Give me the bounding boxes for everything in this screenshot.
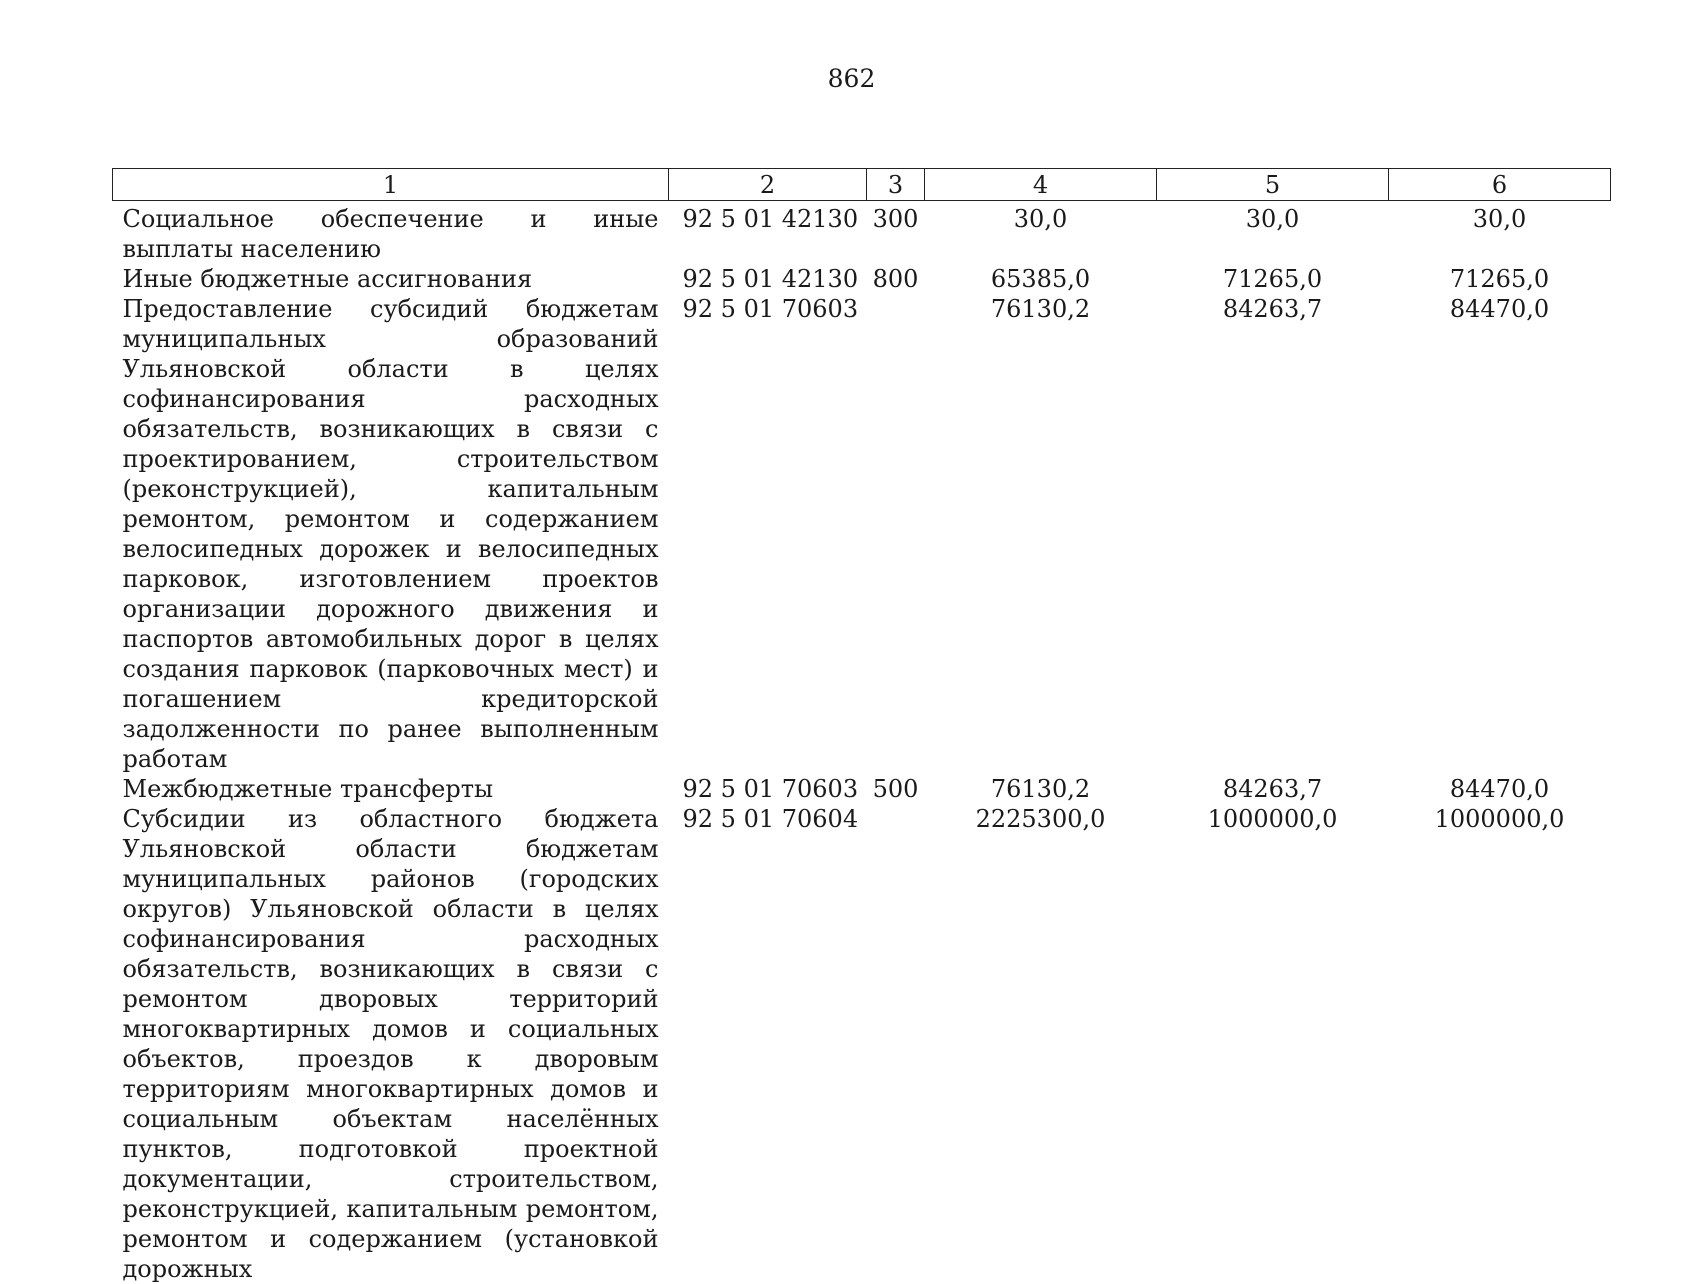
row-code: 92 5 01 42130 xyxy=(682,265,859,293)
table-row xyxy=(113,774,1611,804)
row-value-2: 30,0 xyxy=(1245,205,1300,233)
row-value-1: 65385,0 xyxy=(990,265,1091,293)
column-header-5: 5 xyxy=(1157,169,1389,201)
column-header-2: 2 xyxy=(669,169,867,201)
page-number: 862 xyxy=(827,64,876,93)
row-vr: 800 xyxy=(872,265,919,293)
row-value-2: 84263,7 xyxy=(1222,775,1323,803)
column-header-1: 1 xyxy=(113,169,669,201)
row-value-1: 76130,2 xyxy=(990,295,1091,323)
row-value-3: 84470,0 xyxy=(1449,775,1550,803)
row-vr: 500 xyxy=(872,775,919,803)
row-description: Иные бюджетные ассигнования xyxy=(122,265,533,293)
row-description: Субсидии из областного бюджета Ульяновской области бюджетам муниципальных районов (городских округов) Ульяновской области в целях софинансирования расходных обязательств, возникающих в связи с ремонтом дворовых территорий многоквартирных домов и социальных объектов, проездов к дворовым территориям многоквартирных домов и социальным объектам населённых пунктов, подготовкой проектной документации, строительством, реконструкцией, капитальным ремонтом, ремонтом и содержанием (установкой дорожных xyxy=(122,805,659,1283)
column-header-6: 6 xyxy=(1389,169,1611,201)
column-header-4: 4 xyxy=(925,169,1157,201)
table-row xyxy=(113,294,1611,774)
row-code: 92 5 01 70604 xyxy=(682,805,859,833)
row-description: Предоставление субсидий бюджетам муниципальных образований Ульяновской области в целях софинансирования расходных обязательств, возникающих в связи с проектированием, строительством (реконструкцией), капитальным ремонтом, ремонтом и содержанием велосипедных дорожек и велосипедных парковок, изготовлением проектов организации дорожного движения и паспортов автомобильных дорог в целях создания парковок (парковочных мест) и погашением кредиторской задолженности по ранее выполненным работам xyxy=(122,295,659,773)
row-code: 92 5 01 70603 xyxy=(682,775,859,803)
row-code: 92 5 01 42130 xyxy=(682,205,859,233)
row-description: Межбюджетные трансферты xyxy=(122,775,494,803)
row-value-2: 1000000,0 xyxy=(1207,805,1338,833)
row-value-1: 76130,2 xyxy=(990,775,1091,803)
row-vr xyxy=(867,804,925,1284)
table-row xyxy=(113,264,1611,294)
row-value-3: 30,0 xyxy=(1472,205,1527,233)
table-row xyxy=(113,201,1611,265)
budget-table xyxy=(112,168,1611,1284)
table-row xyxy=(113,804,1611,1284)
row-value-3: 84470,0 xyxy=(1449,295,1550,323)
row-code: 92 5 01 70603 xyxy=(682,295,859,323)
row-value-3: 71265,0 xyxy=(1449,265,1550,293)
header-row xyxy=(113,169,1611,201)
row-value-2: 71265,0 xyxy=(1222,265,1323,293)
row-vr: 300 xyxy=(872,205,919,233)
row-vr xyxy=(867,294,925,774)
row-value-1: 2225300,0 xyxy=(975,805,1106,833)
row-value-2: 84263,7 xyxy=(1222,295,1323,323)
column-header-3: 3 xyxy=(867,169,925,201)
row-value-3: 1000000,0 xyxy=(1434,805,1565,833)
row-value-1: 30,0 xyxy=(1013,205,1068,233)
row-description: Социальное обеспечение и иные выплаты населению xyxy=(122,205,659,263)
